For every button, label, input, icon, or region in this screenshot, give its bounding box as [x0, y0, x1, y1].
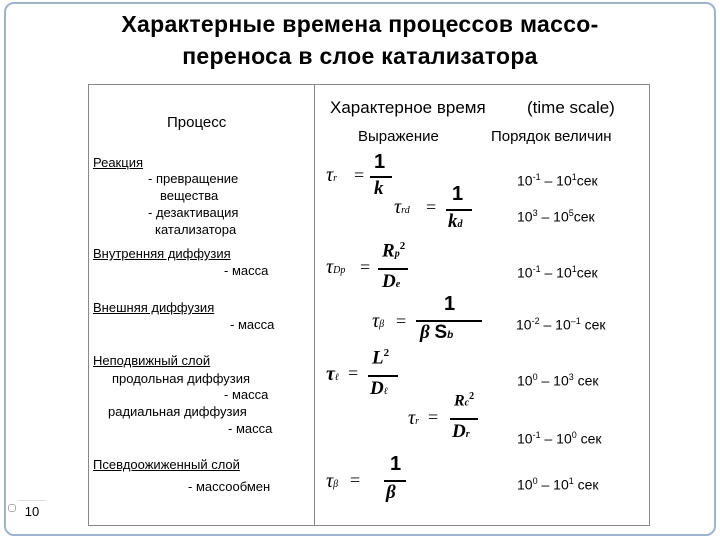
title-line-2: переноса в слое катализатора [182, 43, 538, 69]
row-external-mag: $10^{-2} - 10^{-1}$ сек [516, 316, 606, 333]
row-reaction-mag2: $10^3 - 10^5сек$ [517, 208, 595, 225]
row-internal-item: - масса [224, 263, 269, 278]
row-fixed-mag2: $10^{-1} - 10^0$ сек [517, 430, 602, 447]
formula-tau-l: τℓ = $L^2$ Dℓ [324, 346, 414, 402]
row-internal-mag: $10^{-1} - 10^1сек$ [517, 264, 598, 281]
row-fluidized-mag: $10^0 - 10^1$ сек [517, 476, 599, 493]
row-reaction-mag1: $10^{-1} - 10^1сек$ [517, 172, 598, 189]
row-fixed-item2b: - масса [228, 421, 273, 436]
row-fluidized-item: - массообмен [188, 479, 271, 494]
row-fixed-item1: продольная диффузия [112, 371, 251, 386]
formula-tau-rd: τrd = 1 kd [392, 180, 482, 236]
formula-tau-beta-ext: τβ = 1 β Sb [370, 292, 500, 348]
row-external-title: Внешняя диффузия [93, 300, 215, 315]
header-magnitude: Порядок величин [491, 128, 612, 145]
row-fixed-title: Неподвижный слой [93, 353, 211, 368]
row-internal-title: Внутренняя диффузия [93, 246, 231, 261]
header-expression: Выражение [358, 128, 439, 145]
formula-tau-rad: τr = $Rc^2$ Dr [406, 390, 496, 446]
row-reaction-item2b: катализатора [155, 222, 237, 237]
corner-decoration [8, 504, 16, 512]
formula-tau-dp: τDp = $Rp^2$ De [324, 238, 424, 296]
formula-tau-beta-fl: τβ = 1 β [324, 452, 414, 508]
row-fixed-mag1: $10^0 - 10^3$ сек [517, 372, 599, 389]
slide-title [0, 8, 720, 72]
header-time-scale: (time scale) [527, 98, 615, 117]
title-line-1: Характерные времена процессов массо- [121, 11, 599, 37]
header-char-time: Характерное время [330, 98, 486, 117]
row-fixed-item2: радиальная диффузия [108, 404, 247, 419]
row-reaction-item2a: - дезактивация [148, 205, 239, 220]
header-process: Процесс [167, 114, 227, 131]
row-fixed-item1b: - масса [224, 387, 269, 402]
row-external-item: - масса [230, 317, 275, 332]
row-reaction-item1a: - превращение [148, 171, 239, 186]
row-fluidized-title: Псевдоожиженный слой [93, 457, 240, 472]
row-reaction-item1b: вещества [160, 188, 219, 203]
page-number: 10 [18, 500, 46, 523]
formula-tau-r: τr = 1 k [324, 150, 404, 200]
row-reaction-title: Реакция [93, 155, 143, 170]
column-divider [314, 84, 315, 526]
